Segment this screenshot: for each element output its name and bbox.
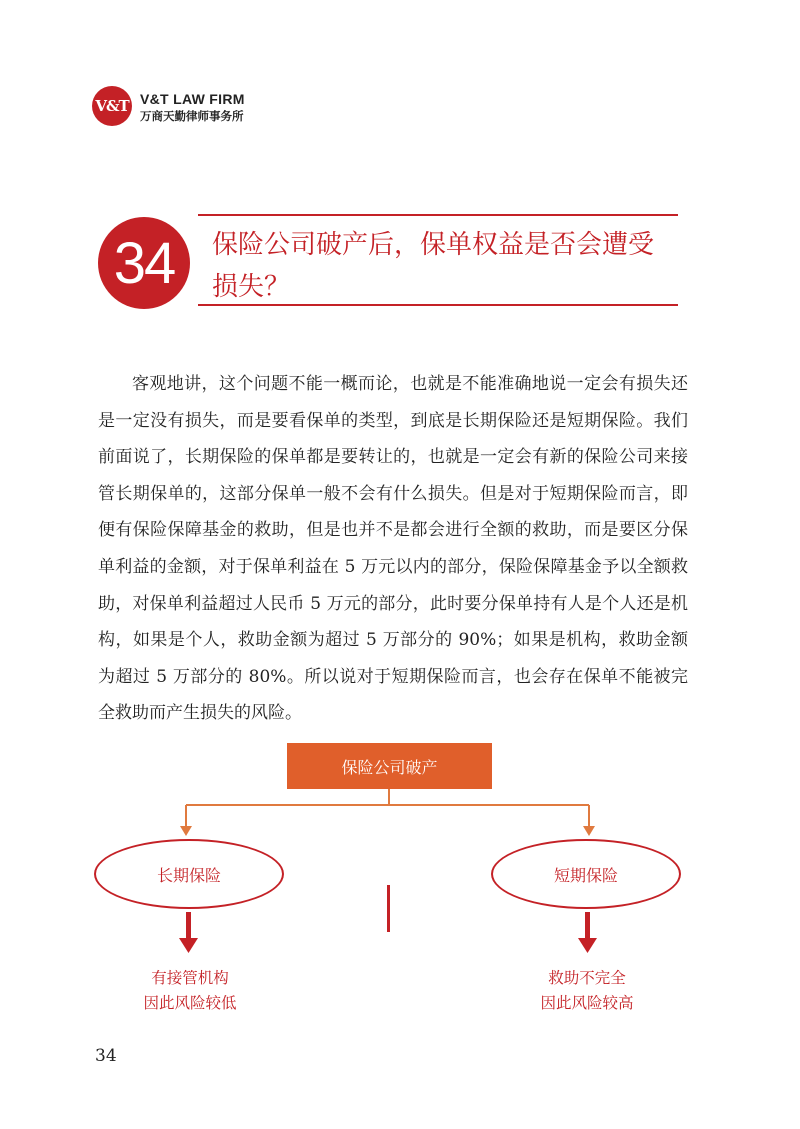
diagram-node-short-term: 短期保险 bbox=[491, 839, 681, 909]
left-down-arrow-shaft bbox=[186, 912, 191, 940]
right-down-arrow-shaft bbox=[585, 912, 590, 940]
right-down-arrow-head bbox=[578, 938, 597, 953]
firm-logo: V&T bbox=[92, 86, 132, 126]
left-branch-arrowhead bbox=[180, 826, 192, 836]
outcome-short-term-line1: 救助不完全 bbox=[548, 969, 626, 987]
diagram-root-box: 保险公司破产 bbox=[287, 743, 492, 789]
left-down-arrow-head bbox=[179, 938, 198, 953]
outcome-long-term-line2: 因此风险较低 bbox=[143, 994, 237, 1012]
firm-name-en: V&T LAW FIRM bbox=[140, 91, 245, 107]
diagram-outcome-short-term bbox=[487, 966, 687, 1016]
diagram-node-long-term: 长期保险 bbox=[94, 839, 284, 909]
section-number-badge: 34 bbox=[98, 217, 190, 309]
section-title-line1: 保险公司破产后，保单权益是否会遭受 bbox=[212, 230, 655, 260]
section-title-line2: 损失？ bbox=[212, 272, 291, 302]
diagram-center-divider bbox=[387, 885, 390, 932]
firm-name-cn: 万商天勤律师事务所 bbox=[140, 109, 244, 123]
page-number: 34 bbox=[95, 1046, 117, 1066]
right-branch-arrowhead bbox=[583, 826, 595, 836]
body-paragraph: 客观地讲，这个问题不能一概而论，也就是不能准确地说一定会有损失还是一定没有损失，而是要看保单的类型，到底是长期保险还是短期保险。我们前面说了，长期保险的保单都是要转让的，也就是一定会有新的保险公司来接管长期保单的，这部分保单一般不会有什么损失。但是对于短期保险而言，即便有保险保障基金的救助，但是也并不是都会进行全额的救助，而是要区分保单利益的金额，对于保单利益在 5 万元以内的部分，保险保障基金予以全额救助，对保单利益超过人民币 5 万元的部分，此时要分保单持有人是个人还是机构，如果是个人，救助金额为超过 5 万部分的 90%；如果是机构，救助金额为超过 5 万部分的 80%。所以说对于短期保险而言，也会存在保单不能被完全救助而产生损失的风险。 bbox=[98, 374, 688, 724]
outcome-long-term-line1: 有接管机构 bbox=[151, 969, 229, 987]
diagram-outcome-long-term bbox=[90, 966, 290, 1016]
outcome-short-term-line2: 因此风险较高 bbox=[540, 994, 634, 1012]
